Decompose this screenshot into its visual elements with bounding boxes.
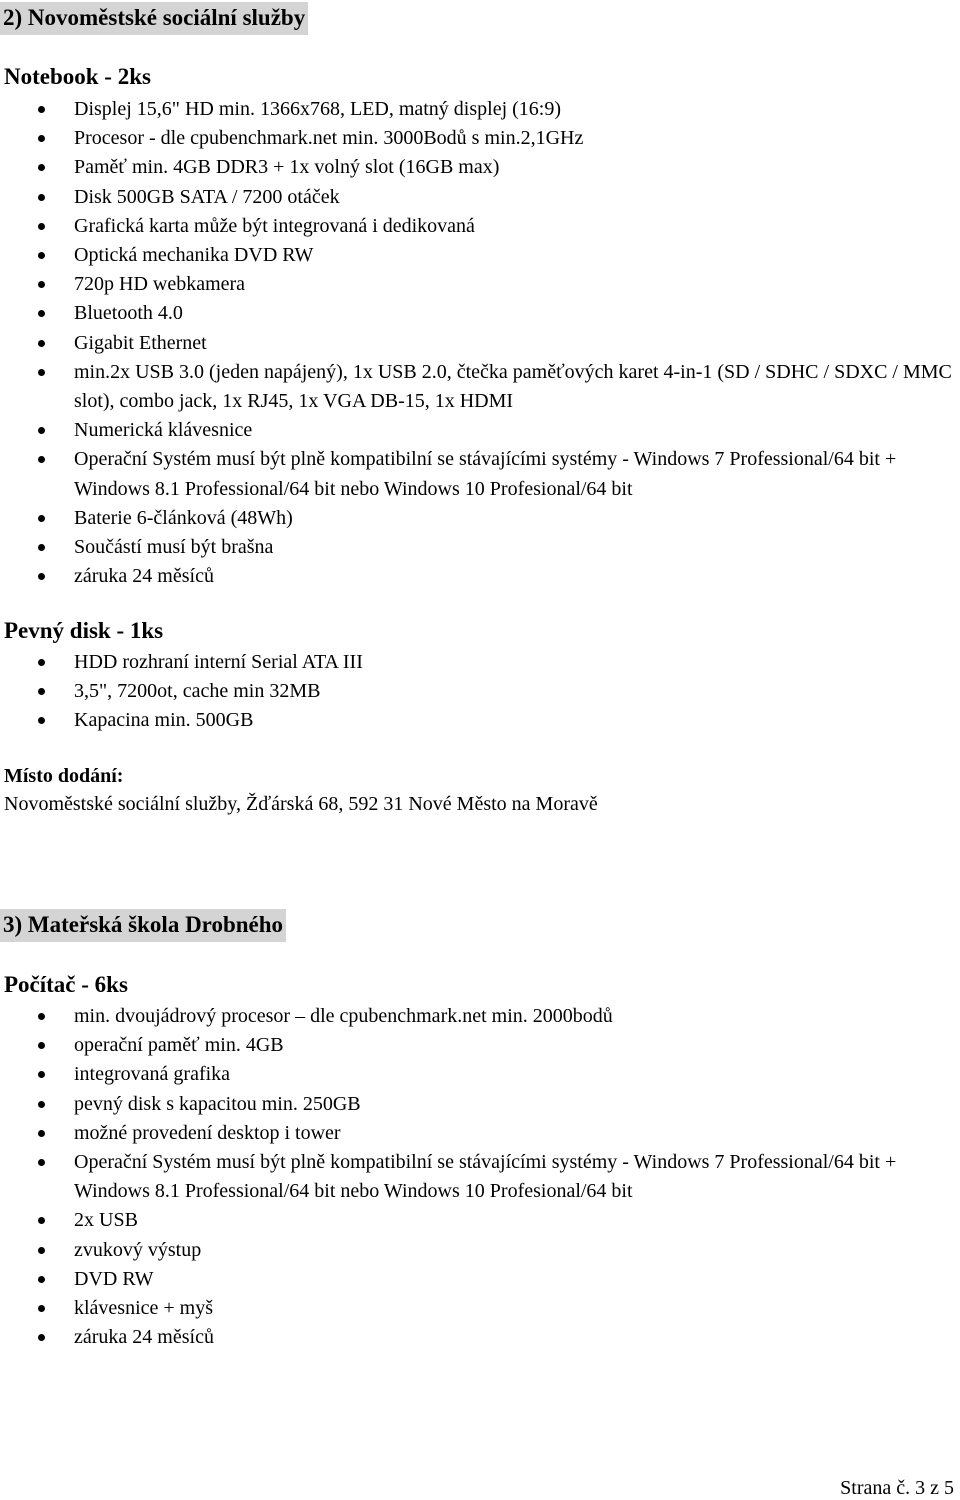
- bullet-icon: [38, 1305, 45, 1312]
- delivery-address: Novoměstské sociální služby, Žďárská 68, 592 31 Nové Město na Moravě: [4, 793, 598, 815]
- item-title-notebook: Notebook - 2ks: [4, 64, 151, 89]
- spec-item: [0, 1031, 960, 1060]
- spec-text: Operační Systém musí být plně kompatibilní se stávajícími systémy - Windows 7 Professional/64 bit + Windows 8.1 Professional/64 bit nebo Windows 10 Profesional/64 bit: [74, 448, 897, 500]
- bullet-icon: [38, 223, 45, 230]
- spec-item: [0, 1206, 960, 1235]
- bullet-icon: [38, 456, 45, 463]
- spec-text: klávesnice + myš: [74, 1297, 214, 1320]
- spec-item: [0, 1119, 960, 1148]
- spec-text: Gigabit Ethernet: [74, 331, 207, 354]
- spec-list-pocitac: [0, 1002, 960, 1352]
- spec-item: [0, 1294, 960, 1323]
- spec-list-pevny-disk: [0, 648, 960, 736]
- bullet-icon: [38, 1130, 45, 1137]
- spec-item: [0, 358, 960, 416]
- bullet-icon: [38, 573, 45, 580]
- bullet-icon: [38, 515, 45, 522]
- item-title-pevny-disk: Pevný disk - 1ks: [4, 618, 164, 643]
- spec-text: HDD rozhraní interní Serial ATA III: [74, 651, 363, 673]
- spec-item: [0, 1236, 960, 1265]
- bullet-icon: [38, 106, 45, 113]
- spec-item: [0, 1265, 960, 1294]
- spec-item: [0, 1323, 960, 1352]
- bullet-icon: [38, 252, 45, 259]
- spec-text: 3,5", 7200ot, cache min 32MB: [74, 680, 321, 703]
- spec-item: [0, 1002, 960, 1031]
- bullet-icon: [38, 659, 45, 666]
- page-number: Strana č. 3 z 5: [840, 1477, 954, 1499]
- spec-item: [0, 329, 960, 358]
- spec-text: Displej 15,6" HD min. 1366x768, LED, matný displej (16:9): [74, 98, 562, 120]
- bullet-icon: [38, 1334, 45, 1341]
- spec-item: [0, 95, 960, 124]
- spec-text: pevný disk s kapacitou min. 250GB: [74, 1092, 361, 1115]
- bullet-icon: [38, 427, 45, 434]
- spec-text: Numerická klávesnice: [74, 419, 253, 442]
- spec-text: operační paměť min. 4GB: [74, 1034, 284, 1057]
- bullet-icon: [38, 1071, 45, 1078]
- spec-text: Baterie 6-článková (48Wh): [74, 506, 293, 529]
- spec-text: Optická mechanika DVD RW: [74, 244, 314, 267]
- spec-list-notebook: [0, 95, 960, 591]
- delivery-label: Místo dodání:: [4, 765, 124, 787]
- bullet-icon: [38, 1159, 45, 1166]
- bullet-icon: [38, 164, 45, 171]
- spec-text: DVD RW: [74, 1267, 154, 1290]
- spec-text: Disk 500GB SATA / 7200 otáček: [74, 185, 340, 208]
- spec-item: [0, 124, 960, 153]
- spec-item: [0, 1148, 960, 1206]
- spec-text: Grafická karta může být integrovaná i dedikovaná: [74, 214, 475, 237]
- bullet-icon: [38, 544, 45, 551]
- spec-text: Paměť min. 4GB DDR3 + 1x volný slot (16GB max): [74, 156, 500, 179]
- spec-text: 720p HD webkamera: [74, 273, 246, 296]
- spec-text: min.2x USB 3.0 (jeden napájený), 1x USB 2.0, čtečka paměťových karet 4-in-1 (SD / SDHC / SDXC / MMC slot), combo jack, 1x RJ45, 1x VGA DB-15, 1x HDMI: [74, 360, 952, 413]
- spec-item: [0, 504, 960, 533]
- spec-item: [0, 183, 960, 212]
- spec-item: [0, 706, 960, 735]
- bullet-icon: [38, 1013, 45, 1020]
- spec-text: Kapacina min. 500GB: [74, 709, 254, 732]
- spec-text: Operační Systém musí být plně kompatibilní se stávajícími systémy - Windows 7 Professional/64 bit + Windows 8.1 Professional/64 bit nebo Windows 10 Profesional/64 bit: [74, 1151, 897, 1203]
- item-title-pocitac: Počítač - 6ks: [4, 972, 128, 997]
- spec-text: záruka 24 měsíců: [74, 565, 214, 588]
- spec-item: [0, 1090, 960, 1119]
- bullet-icon: [38, 1101, 45, 1108]
- spec-item: [0, 1060, 960, 1089]
- spec-text: záruka 24 měsíců: [74, 1326, 214, 1349]
- spec-item: [0, 299, 960, 328]
- bullet-icon: [38, 281, 45, 288]
- bullet-icon: [38, 1042, 45, 1049]
- bullet-icon: [38, 1276, 45, 1283]
- bullet-icon: [38, 688, 45, 695]
- section-heading-materska-skola: 3) Mateřská škola Drobného: [0, 909, 286, 942]
- spec-item: [0, 153, 960, 182]
- spec-text: min. dvoujádrový procesor – dle cpubenchmark.net min. 2000bodů: [74, 1005, 613, 1027]
- spec-text: Bluetooth 4.0: [74, 302, 183, 325]
- spec-item: [0, 445, 960, 503]
- spec-item: [0, 677, 960, 706]
- spec-item: [0, 416, 960, 445]
- spec-text: Součástí musí být brašna: [74, 536, 274, 559]
- bullet-icon: [38, 1217, 45, 1224]
- spec-item: [0, 241, 960, 270]
- bullet-icon: [38, 194, 45, 201]
- bullet-icon: [38, 369, 45, 376]
- bullet-icon: [38, 1247, 45, 1254]
- spec-item: [0, 562, 960, 591]
- bullet-icon: [38, 310, 45, 317]
- spec-item: [0, 212, 960, 241]
- section-heading-novomestske: 2) Novoměstské sociální služby: [0, 2, 308, 35]
- bullet-icon: [38, 717, 45, 724]
- spec-text: Procesor - dle cpubenchmark.net min. 3000Bodů s min.2,1GHz: [74, 127, 584, 150]
- spec-text: zvukový výstup: [74, 1238, 202, 1261]
- spec-text: možné provedení desktop i tower: [74, 1121, 341, 1144]
- spec-text: 2x USB: [74, 1209, 138, 1232]
- bullet-icon: [38, 340, 45, 347]
- spec-item: [0, 270, 960, 299]
- spec-item: [0, 648, 960, 677]
- spec-text: integrovaná grafika: [74, 1063, 231, 1086]
- spec-item: [0, 533, 960, 562]
- bullet-icon: [38, 135, 45, 142]
